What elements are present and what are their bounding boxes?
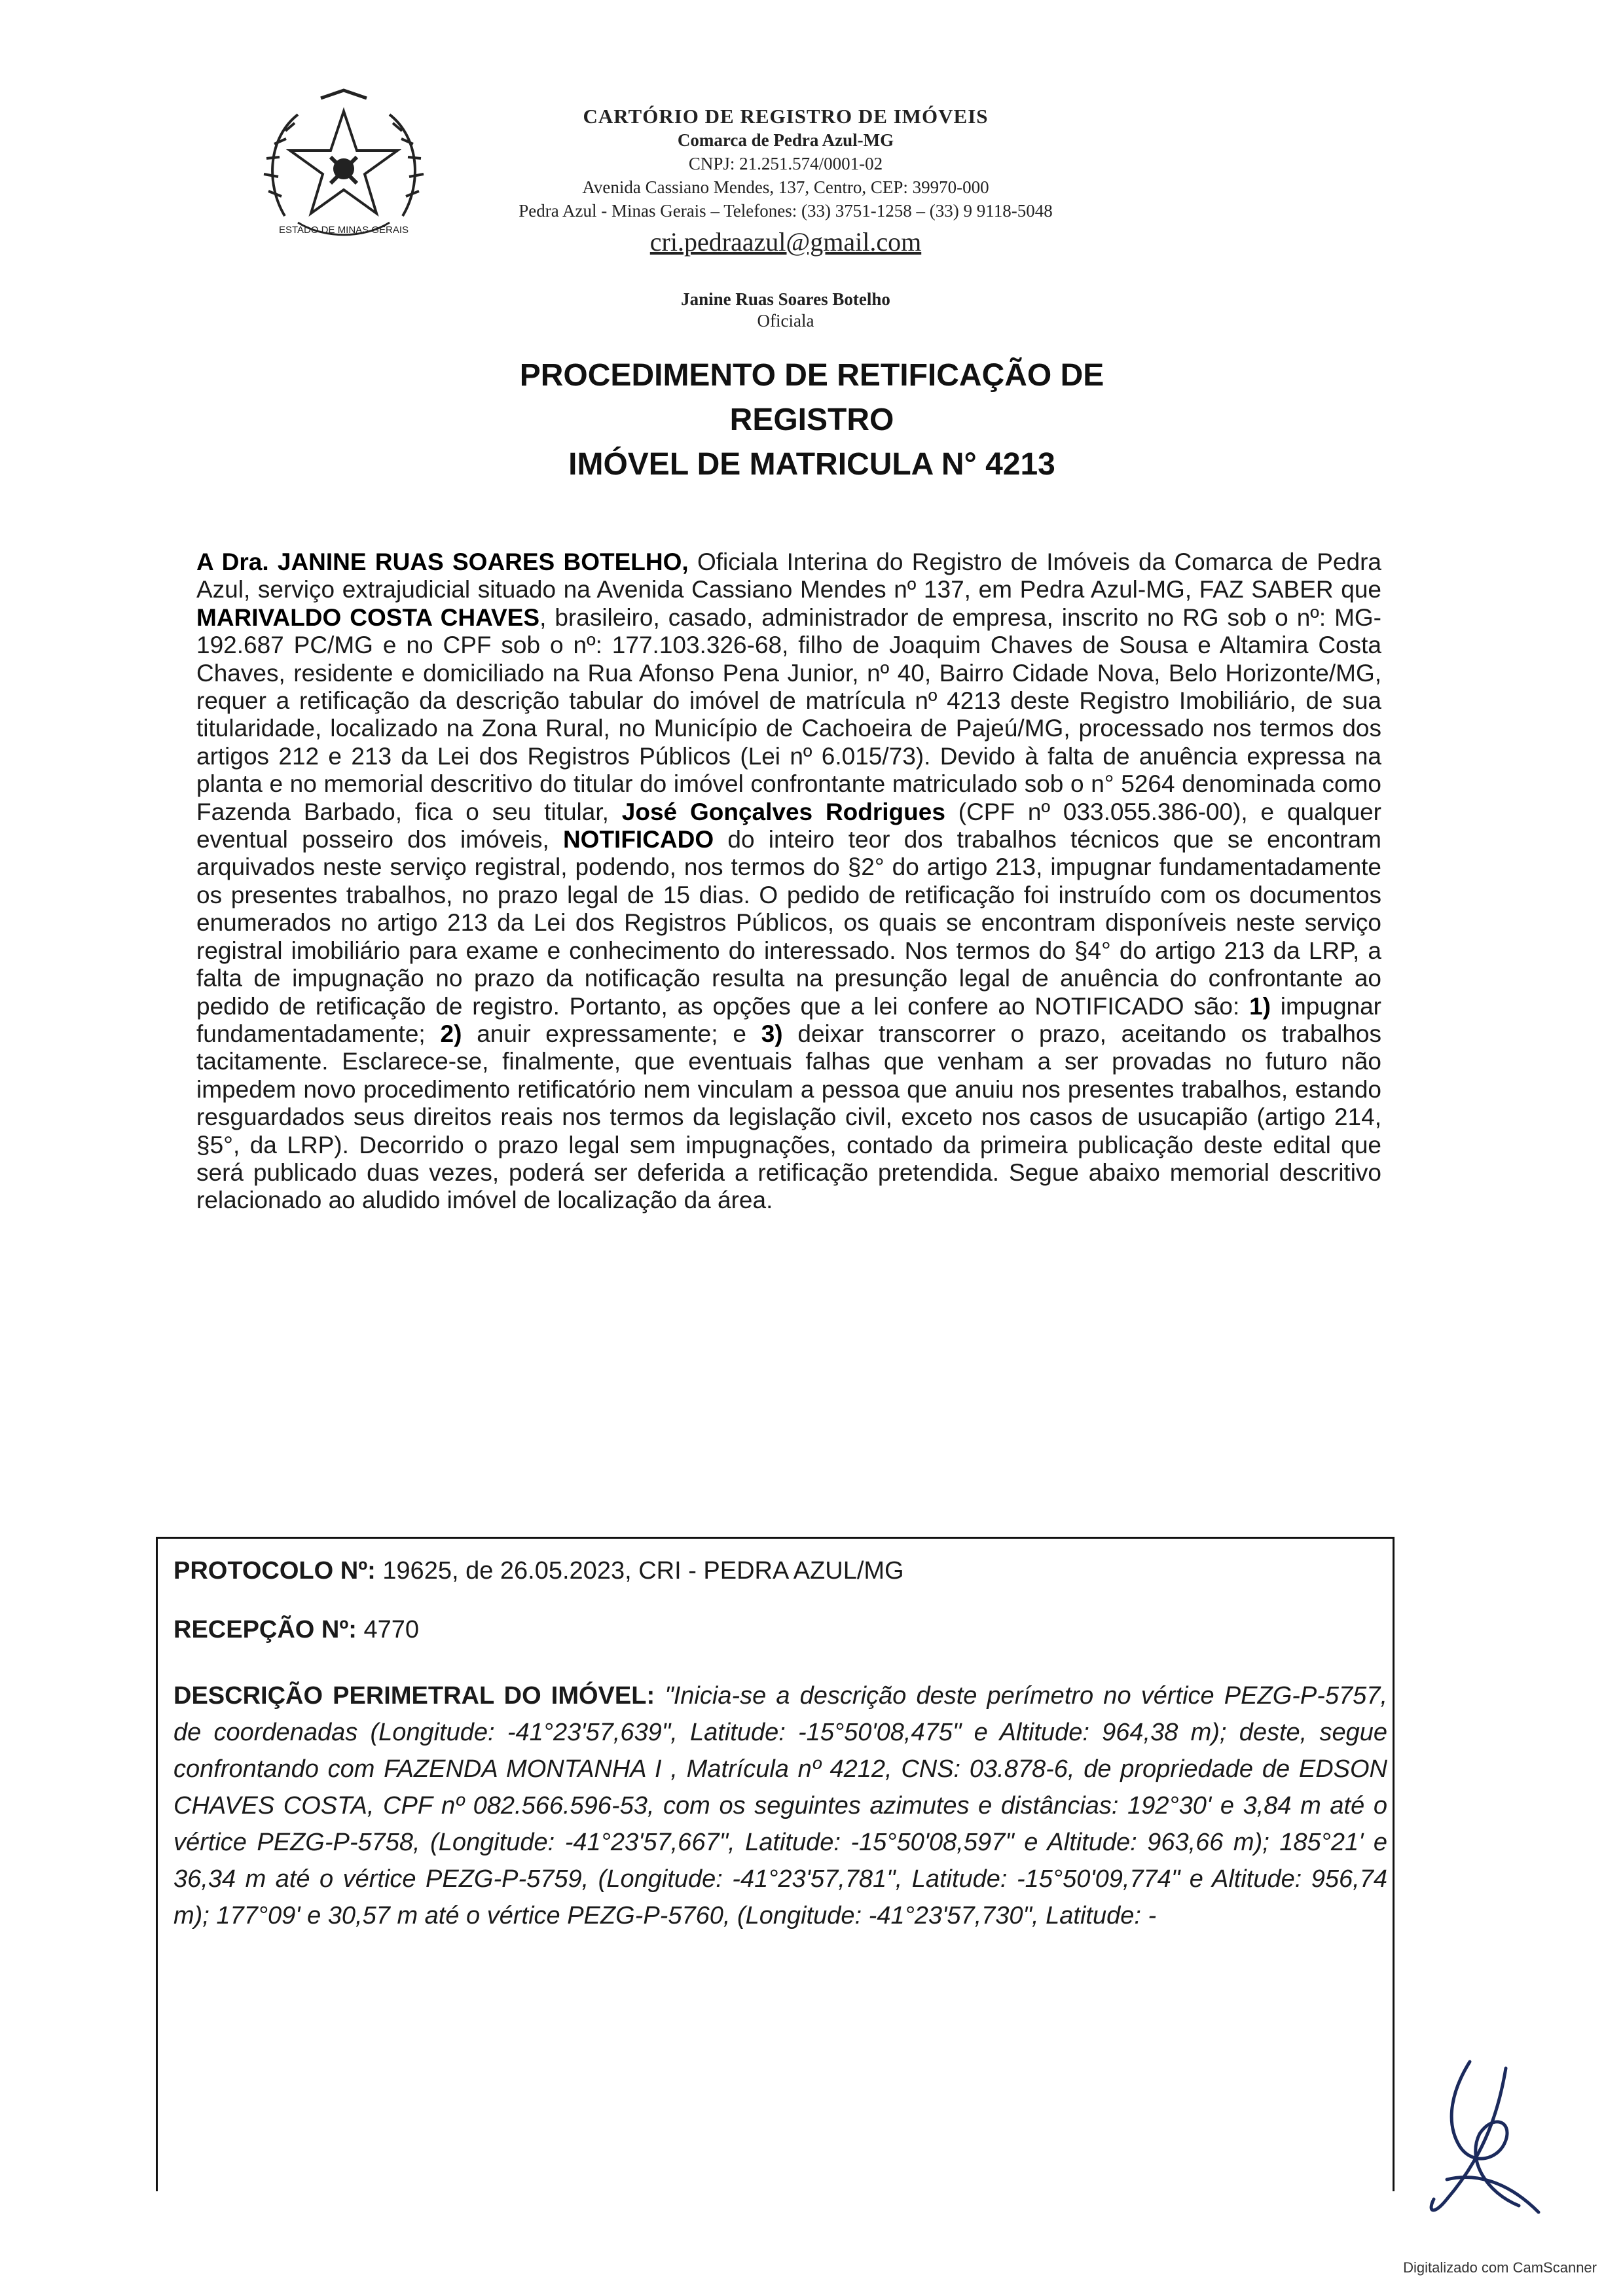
descricao-text: "Inicia-se a descrição deste perímetro no vértice PEZG-P-5757, de coordenadas (Longitude: -41°23'57,639", Latitude: -15°50'08,475" e Altitude: 964,38 m); deste, segue confrontando com FAZENDA MONTANHA I , Matrícula nº 4212, CNS: 03.878-6, de propriedade de EDSON CHAVES COSTA, CPF nº 082.566.596-53, com os seguintes azimutes e distâncias: 192°30' e 3,84 m até o vértice PEZG-P-5758, (Longitude: -41°23'57,667", Latitude: -15°50'08,597" e Altitude: 963,66 m); 185°21' e 36,34 m até o vértice PEZG-P-5759, (Longitude: -41°23'57,781", Latitude: -15°50'09,774" e Altitude: 956,74 m); 177°09' e 30,57 m até o vértice PEZG-P-5760, (Longitude: -41°23'57,730", Latitude: - bbox=[173, 1682, 1387, 1929]
recepcao-line bbox=[173, 1616, 419, 1644]
body-bold-2: MARIVALDO COSTA CHAVES bbox=[196, 603, 540, 631]
body-text-6: anuir expressamente; e bbox=[462, 1020, 761, 1047]
handwritten-signature-icon bbox=[1408, 2049, 1558, 2232]
comarca: Comarca de Pedra Azul-MG bbox=[677, 130, 894, 150]
descricao-label: DESCRIÇÃO PERIMETRAL DO IMÓVEL: bbox=[173, 1682, 655, 1710]
protocolo-value: 19625, de 26.05.2023, CRI - PEDRA AZUL/MG bbox=[375, 1557, 904, 1585]
perimeter-description bbox=[173, 1677, 1387, 1934]
body-text-1: Oficiala Interina do Registro de Imóveis da Comarca de Pedra Azul, serviço extrajudicial situado na Avenida Cassiano Mendes nº 137, em Pedra Azul-MG, FAZ SABER que bbox=[196, 548, 1381, 603]
protocol-box bbox=[156, 1537, 1395, 2191]
protocolo-line bbox=[173, 1557, 904, 1585]
office-name: CARTÓRIO DE REGISTRO DE IMÓVEIS bbox=[583, 105, 989, 128]
title-line-2: REGISTRO bbox=[729, 403, 894, 437]
officer-role: Oficiala bbox=[757, 311, 814, 331]
office-address: Avenida Cassiano Mendes, 137, Centro, CEP: 39970-000 bbox=[582, 177, 989, 197]
document-title bbox=[327, 353, 1296, 487]
body-text-2: , brasileiro, casado, administrador de empresa, inscrito no RG sob o nº: MG-192.687 PC/MG e no CPF sob o nº: 177.103.326-68, filho de Joaquim Chaves de Sousa e Altamira Costa Chaves, residente e domiciliado na Rua Afonso Pena Junior, nº 40, Bairro Cidade Nova, Belo Horizonte/MG, requer a retificação da descrição tabular do imóvel de matrícula nº 4213 deste Registro Imobiliário, de sua titularidade, localizado na Zona Rural, no Município de Cachoeira de Pajeú/MG, processado nos termos dos artigos 212 e 213 da Lei dos Registros Públicos (Lei nº 6.015/73). Devido à falta de anuência expressa na planta e no memorial descritivo do titular do imóvel confrontante matriculado sob o n° 5264 denominada como Fazenda Barbado, fica o seu titular, bbox=[196, 603, 1382, 825]
notice-paragraph bbox=[196, 548, 1381, 1215]
body-text-4: do inteiro teor dos trabalhos técnicos que se encontram arquivados neste serviço registral, podendo, nos termos do §2° do artigo 213, impugnar fundamentadamente os presentes trabalhos, no prazo legal de 15 dias. O pedido de retificação foi instruído com os documentos enumerados no artigo 213 da Lei dos Registros Públicos, os quais se encontram disponíveis neste serviço registral imobiliário para exame e conhecimento do interessado. Nos termos do §4° do artigo 213 da LRP, a falta de impugnação no prazo da notificação resulta na presunção legal de anuência do confrontante ao pedido de retificação de registro. Portanto, as opções que a lei confere ao NOTIFICADO são: bbox=[196, 826, 1381, 1020]
title-line-1: PROCEDIMENTO DE RETIFICAÇÃO DE bbox=[519, 358, 1104, 393]
officer-name: Janine Ruas Soares Botelho bbox=[681, 289, 890, 309]
seal-text: ESTADO DE MINAS GERAIS bbox=[278, 224, 409, 236]
body-bold-1: A Dra. JANINE RUAS SOARES BOTELHO, bbox=[196, 548, 689, 575]
body-bold-6: 2) bbox=[440, 1020, 462, 1047]
city-phones: Pedra Azul - Minas Gerais – Telefones: (33) 3751-1258 – (33) 9 9118-5048 bbox=[519, 201, 1053, 221]
protocolo-label: PROTOCOLO Nº: bbox=[173, 1557, 376, 1585]
minas-gerais-state-seal-icon bbox=[259, 85, 429, 255]
body-text-7: deixar transcorrer o prazo, aceitando os trabalhos tacitamente. Esclarece-se, finalmente, que eventuais falhas que venham a ser provadas no futuro não impedem novo procedimento retificatório nem vinculam a pessoa que anuiu nos presentes trabalhos, estando resguardados seus direitos reais nos termos da legislação civil, exceto nos casos de usucapião (artigo 214, §5°, da LRP). Decorrido o prazo legal sem impugnações, contado da primeira publicação deste edital que será publicado duas vezes, poderá ser deferida a retificação pretendida. Segue abaixo memorial descritivo relacionado ao aludido imóvel de localização da área. bbox=[196, 1020, 1382, 1214]
body-bold-7: 3) bbox=[761, 1020, 783, 1047]
recepcao-label: RECEPÇÃO Nº: bbox=[173, 1616, 357, 1643]
body-bold-4: NOTIFICADO bbox=[562, 826, 714, 853]
cnpj: CNPJ: 21.251.574/0001-02 bbox=[688, 154, 883, 173]
body-bold-5: 1) bbox=[1249, 992, 1271, 1020]
recepcao-value: 4770 bbox=[356, 1616, 419, 1643]
office-email: cri.pedraazul@gmail.com bbox=[649, 227, 922, 257]
officer-block bbox=[458, 288, 1113, 331]
body-text-3: (CPF nº 033.055.386-00), e qualquer eventual posseiro dos imóveis, bbox=[196, 798, 1381, 853]
title-line-3: IMÓVEL DE MATRICULA N° 4213 bbox=[568, 447, 1055, 482]
body-bold-3: José Gonçalves Rodrigues bbox=[621, 798, 945, 825]
body-text-5: impugnar fundamentadamente; bbox=[196, 992, 1382, 1047]
letterhead bbox=[458, 105, 1113, 259]
scanner-watermark: Digitalizado com CamScanner bbox=[1403, 2259, 1597, 2276]
